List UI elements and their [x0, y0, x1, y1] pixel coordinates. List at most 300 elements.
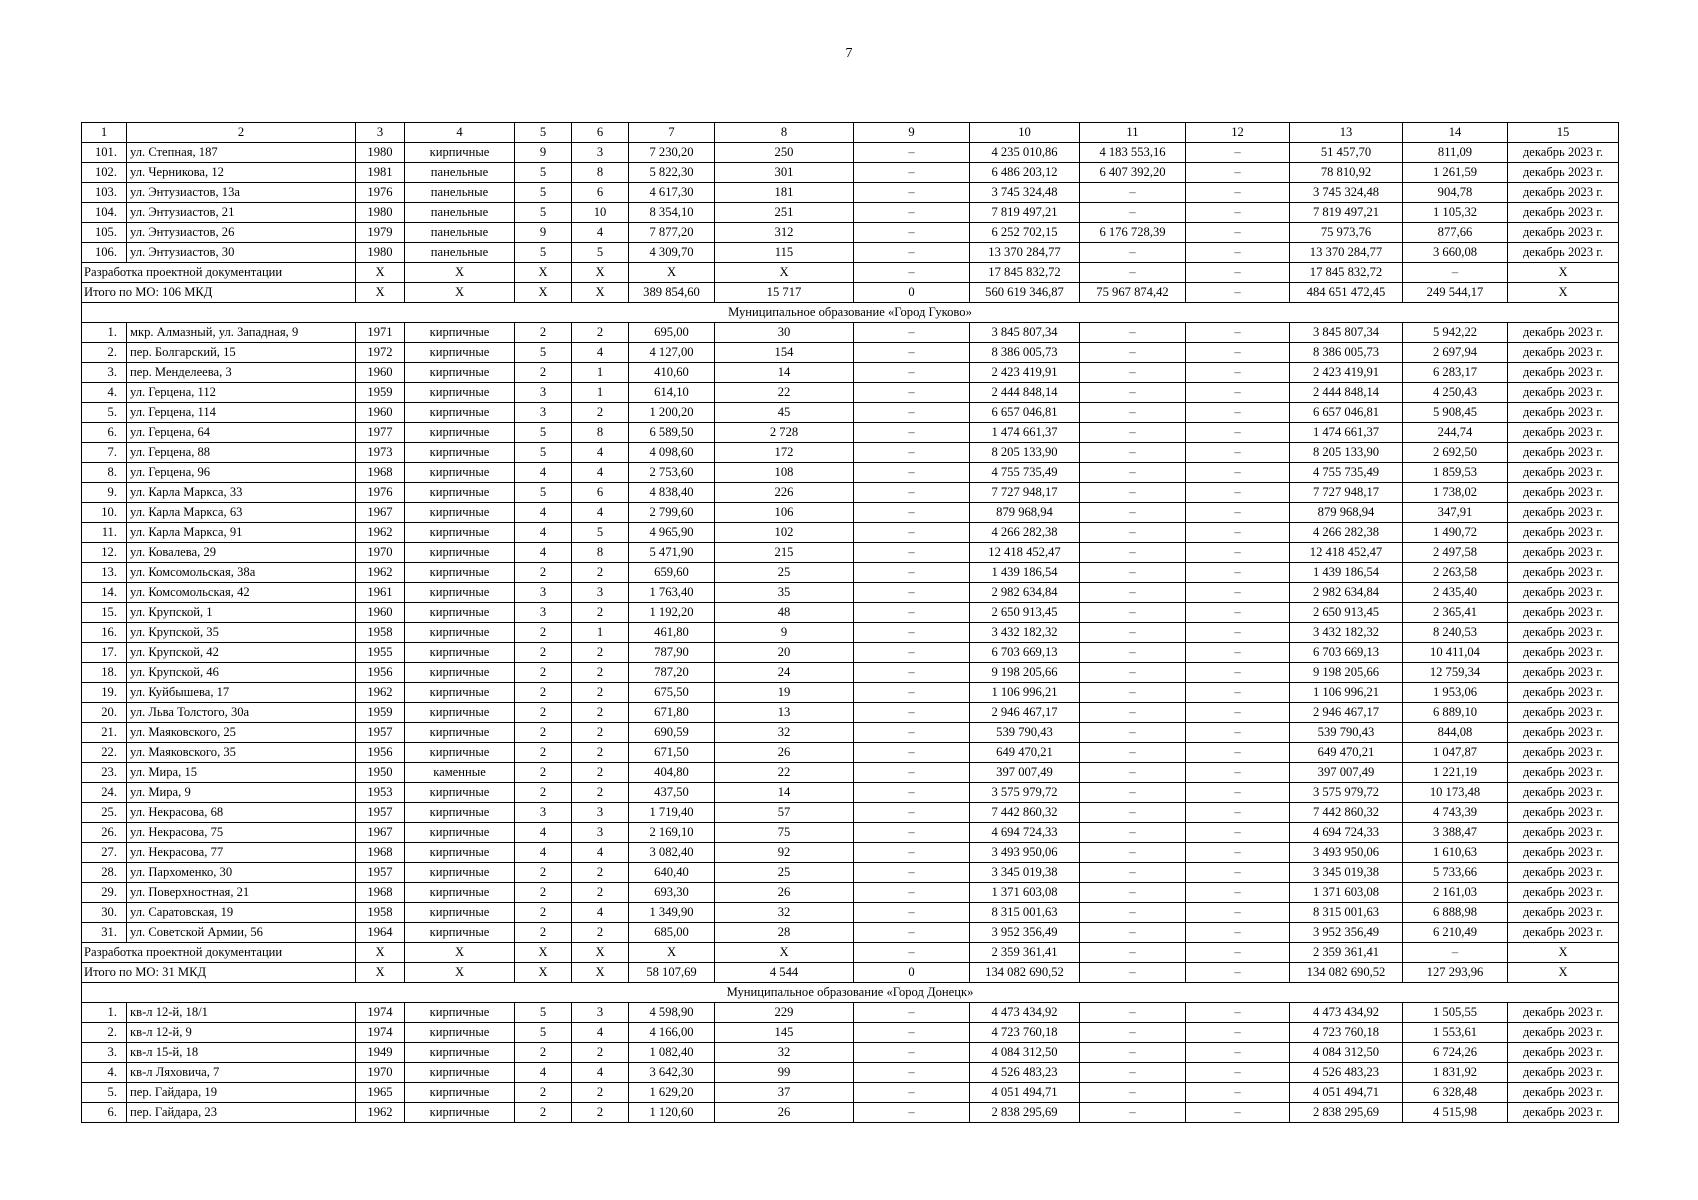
table-cell: 28: [715, 923, 854, 943]
table-cell: 1962: [356, 683, 405, 703]
row-number: 20.: [82, 703, 127, 723]
table-cell: 3 660,08: [1403, 243, 1508, 263]
row-number: 104.: [82, 203, 127, 223]
table-cell: –: [854, 263, 970, 283]
row-number: 24.: [82, 783, 127, 803]
table-cell: 2: [572, 403, 629, 423]
table-cell: 1958: [356, 623, 405, 643]
table-cell: 1967: [356, 503, 405, 523]
table-cell: 35: [715, 583, 854, 603]
table-cell: 904,78: [1403, 183, 1508, 203]
table-cell: –: [1186, 1003, 1290, 1023]
table-cell: 7 819 497,21: [1290, 203, 1403, 223]
table-cell: 3 575 979,72: [970, 783, 1080, 803]
column-number-row: [82, 123, 1619, 143]
table-cell: 2: [572, 1103, 629, 1123]
row-number: 2.: [82, 343, 127, 363]
table-cell: 26: [715, 1103, 854, 1123]
table-cell: 6: [572, 183, 629, 203]
table-cell: 0: [854, 963, 970, 983]
table-cell: 2 497,58: [1403, 543, 1508, 563]
table-cell: 5: [515, 443, 572, 463]
table-cell: –: [1080, 423, 1186, 443]
table-cell: X: [629, 263, 715, 283]
row-number: 14.: [82, 583, 127, 603]
row-number: 26.: [82, 823, 127, 843]
address-cell: ул. Карла Маркса, 63: [127, 503, 356, 523]
table-cell: 649 470,21: [1290, 743, 1403, 763]
table-row: [82, 603, 1619, 623]
table-cell: –: [1186, 523, 1290, 543]
table-row: [82, 1023, 1619, 1043]
table-row: [82, 403, 1619, 423]
table-cell: 5: [515, 423, 572, 443]
table-cell: декабрь 2023 г.: [1508, 1023, 1619, 1043]
table-cell: декабрь 2023 г.: [1508, 583, 1619, 603]
row-number: 102.: [82, 163, 127, 183]
table-cell: декабрь 2023 г.: [1508, 343, 1619, 363]
table-cell: кирпичные: [405, 323, 515, 343]
table-cell: 461,80: [629, 623, 715, 643]
summary-label: Итого по МО: 106 МКД: [82, 283, 356, 303]
table-cell: –: [854, 903, 970, 923]
table-cell: 1 629,20: [629, 1083, 715, 1103]
table-cell: 3 345 019,38: [970, 863, 1080, 883]
table-cell: 134 082 690,52: [970, 963, 1080, 983]
table-cell: –: [1186, 143, 1290, 163]
column-header: 9: [854, 123, 970, 143]
row-number: 18.: [82, 663, 127, 683]
table-cell: 4 084 312,50: [1290, 1043, 1403, 1063]
table-cell: кирпичные: [405, 543, 515, 563]
table-cell: 4 127,00: [629, 343, 715, 363]
section-title: Муниципальное образование «Город Гуково»: [82, 303, 1619, 323]
table-cell: декабрь 2023 г.: [1508, 783, 1619, 803]
table-cell: 2: [515, 723, 572, 743]
address-cell: ул. Куйбышева, 17: [127, 683, 356, 703]
table-cell: декабрь 2023 г.: [1508, 923, 1619, 943]
table-cell: 2 728: [715, 423, 854, 443]
table-cell: 1956: [356, 663, 405, 683]
table-cell: 5 471,90: [629, 543, 715, 563]
table-cell: –: [1403, 263, 1508, 283]
table-cell: декабрь 2023 г.: [1508, 403, 1619, 423]
table-cell: 4: [572, 843, 629, 863]
table-cell: 4 723 760,18: [970, 1023, 1080, 1043]
table-cell: 19: [715, 683, 854, 703]
row-number: 8.: [82, 463, 127, 483]
table-cell: 3 642,30: [629, 1063, 715, 1083]
table-cell: 2 946 467,17: [1290, 703, 1403, 723]
table-cell: 6: [572, 483, 629, 503]
table-cell: 671,80: [629, 703, 715, 723]
table-cell: декабрь 2023 г.: [1508, 883, 1619, 903]
table-row: [82, 563, 1619, 583]
table-cell: 2: [572, 643, 629, 663]
table-cell: 347,91: [1403, 503, 1508, 523]
table-cell: 3 432 182,32: [970, 623, 1080, 643]
table-cell: 1970: [356, 543, 405, 563]
table-cell: 2 753,60: [629, 463, 715, 483]
table-cell: –: [854, 703, 970, 723]
table-cell: 134 082 690,52: [1290, 963, 1403, 983]
table-cell: 3: [515, 383, 572, 403]
table-cell: 1968: [356, 883, 405, 903]
table-cell: 1 505,55: [1403, 1003, 1508, 1023]
table-cell: 3: [515, 403, 572, 423]
table-cell: 879 968,94: [1290, 503, 1403, 523]
table-cell: X: [572, 943, 629, 963]
table-cell: 649 470,21: [970, 743, 1080, 763]
table-cell: 0: [854, 283, 970, 303]
table-row: [82, 743, 1619, 763]
table-cell: 6 210,49: [1403, 923, 1508, 943]
row-number: 5.: [82, 403, 127, 423]
table-cell: –: [1080, 583, 1186, 603]
table-cell: декабрь 2023 г.: [1508, 243, 1619, 263]
table-cell: –: [854, 583, 970, 603]
table-cell: 75 973,76: [1290, 223, 1403, 243]
table-cell: –: [1080, 903, 1186, 923]
table-cell: 3 388,47: [1403, 823, 1508, 843]
table-cell: –: [1080, 883, 1186, 903]
table-cell: –: [1186, 1043, 1290, 1063]
column-header: 2: [127, 123, 356, 143]
table-cell: 5 733,66: [1403, 863, 1508, 883]
row-number: 4.: [82, 1063, 127, 1083]
table-cell: 6 176 728,39: [1080, 223, 1186, 243]
table-cell: 5 908,45: [1403, 403, 1508, 423]
table-cell: 4 473 434,92: [1290, 1003, 1403, 1023]
table-cell: 1 859,53: [1403, 463, 1508, 483]
table-row: [82, 843, 1619, 863]
table-cell: кирпичные: [405, 383, 515, 403]
table-cell: –: [1186, 663, 1290, 683]
table-cell: 2: [515, 883, 572, 903]
table-cell: кирпичные: [405, 743, 515, 763]
table-cell: –: [1186, 343, 1290, 363]
table-cell: 172: [715, 443, 854, 463]
table-cell: 3 952 356,49: [970, 923, 1080, 943]
address-cell: ул. Крупской, 42: [127, 643, 356, 663]
table-cell: –: [1080, 863, 1186, 883]
table-cell: 8 315 001,63: [1290, 903, 1403, 923]
address-cell: ул. Энтузиастов, 26: [127, 223, 356, 243]
table-cell: –: [854, 843, 970, 863]
address-cell: ул. Пархоменко, 30: [127, 863, 356, 883]
table-cell: –: [1080, 243, 1186, 263]
table-cell: 115: [715, 243, 854, 263]
address-cell: пер. Гайдара, 23: [127, 1103, 356, 1123]
table-cell: декабрь 2023 г.: [1508, 763, 1619, 783]
table-cell: –: [854, 603, 970, 623]
table-cell: декабрь 2023 г.: [1508, 483, 1619, 503]
table-row: [82, 523, 1619, 543]
table-cell: декабрь 2023 г.: [1508, 543, 1619, 563]
table-cell: 1968: [356, 463, 405, 483]
table-cell: 1 439 186,54: [1290, 563, 1403, 583]
table-cell: 1 953,06: [1403, 683, 1508, 703]
table-cell: –: [854, 863, 970, 883]
table-cell: декабрь 2023 г.: [1508, 703, 1619, 723]
table-cell: 215: [715, 543, 854, 563]
table-cell: 4 965,90: [629, 523, 715, 543]
table-cell: 250: [715, 143, 854, 163]
table-cell: 2 982 634,84: [970, 583, 1080, 603]
table-cell: 12 418 452,47: [970, 543, 1080, 563]
table-cell: кирпичные: [405, 1023, 515, 1043]
table-cell: –: [854, 943, 970, 963]
table-cell: –: [1186, 443, 1290, 463]
table-cell: 301: [715, 163, 854, 183]
address-cell: ул. Герцена, 114: [127, 403, 356, 423]
table-cell: 7 877,20: [629, 223, 715, 243]
table-cell: 1976: [356, 483, 405, 503]
address-cell: ул. Крупской, 35: [127, 623, 356, 643]
table-cell: 244,74: [1403, 423, 1508, 443]
table-cell: –: [1080, 603, 1186, 623]
table-cell: кирпичные: [405, 1083, 515, 1103]
address-cell: кв-л 12-й, 18/1: [127, 1003, 356, 1023]
table-cell: панельные: [405, 163, 515, 183]
table-cell: –: [1080, 763, 1186, 783]
table-cell: 5 822,30: [629, 163, 715, 183]
table-cell: 1964: [356, 923, 405, 943]
table-cell: 4: [572, 1063, 629, 1083]
table-cell: 15 717: [715, 283, 854, 303]
table-cell: 3 745 324,48: [970, 183, 1080, 203]
table-cell: 6 889,10: [1403, 703, 1508, 723]
table-cell: 5: [572, 523, 629, 543]
table-cell: –: [1080, 503, 1186, 523]
table-cell: 26: [715, 883, 854, 903]
table-cell: –: [1080, 1043, 1186, 1063]
table-row: [82, 643, 1619, 663]
table-cell: кирпичные: [405, 663, 515, 683]
table-cell: 4: [572, 443, 629, 463]
table-cell: декабрь 2023 г.: [1508, 563, 1619, 583]
table-cell: 6 657 046,81: [1290, 403, 1403, 423]
summary-row: [82, 263, 1619, 283]
table-cell: –: [1080, 323, 1186, 343]
table-cell: 4 266 282,38: [1290, 523, 1403, 543]
table-cell: 1967: [356, 823, 405, 843]
table-cell: 1974: [356, 1023, 405, 1043]
table-row: [82, 683, 1619, 703]
table-cell: –: [1186, 923, 1290, 943]
table-cell: –: [854, 443, 970, 463]
table-cell: 787,90: [629, 643, 715, 663]
table-cell: декабрь 2023 г.: [1508, 223, 1619, 243]
table-cell: 2: [515, 683, 572, 703]
address-cell: ул. Комсомольская, 38а: [127, 563, 356, 583]
address-cell: ул. Поверхностная, 21: [127, 883, 356, 903]
table-cell: –: [1186, 863, 1290, 883]
row-number: 3.: [82, 363, 127, 383]
table-cell: –: [1186, 263, 1290, 283]
table-cell: декабрь 2023 г.: [1508, 143, 1619, 163]
table-cell: 20: [715, 643, 854, 663]
table-row: [82, 323, 1619, 343]
table-cell: 2 365,41: [1403, 603, 1508, 623]
table-cell: –: [1186, 383, 1290, 403]
table-cell: –: [854, 503, 970, 523]
table-cell: 675,50: [629, 683, 715, 703]
table-cell: X: [405, 943, 515, 963]
table-cell: 1953: [356, 783, 405, 803]
table-cell: 2: [515, 1043, 572, 1063]
table-cell: 1 610,63: [1403, 843, 1508, 863]
table-cell: –: [854, 183, 970, 203]
table-row: [82, 803, 1619, 823]
table-cell: декабрь 2023 г.: [1508, 603, 1619, 623]
table-cell: 5: [515, 343, 572, 363]
table-cell: 560 619 346,87: [970, 283, 1080, 303]
table-cell: 1 831,92: [1403, 1063, 1508, 1083]
summary-label: Разработка проектной документации: [82, 943, 356, 963]
table-cell: 13 370 284,77: [970, 243, 1080, 263]
row-number: 27.: [82, 843, 127, 863]
row-number: 5.: [82, 1083, 127, 1103]
table-row: [82, 363, 1619, 383]
table-cell: X: [572, 963, 629, 983]
table-cell: –: [1080, 923, 1186, 943]
table-cell: декабрь 2023 г.: [1508, 443, 1619, 463]
table-cell: 75 967 874,42: [1080, 283, 1186, 303]
table-row: [82, 1043, 1619, 1063]
table-cell: 8: [572, 543, 629, 563]
table-cell: 1959: [356, 383, 405, 403]
table-cell: 2 650 913,45: [970, 603, 1080, 623]
table-cell: 2: [515, 1083, 572, 1103]
table-cell: –: [1403, 943, 1508, 963]
table-cell: 22: [715, 383, 854, 403]
table-cell: 2: [572, 603, 629, 623]
row-number: 19.: [82, 683, 127, 703]
table-cell: –: [1080, 643, 1186, 663]
table-cell: 8 240,53: [1403, 623, 1508, 643]
table-cell: –: [854, 143, 970, 163]
summary-row: [82, 963, 1619, 983]
table-cell: –: [854, 423, 970, 443]
table-cell: 3 082,40: [629, 843, 715, 863]
table-row: [82, 583, 1619, 603]
table-cell: кирпичные: [405, 503, 515, 523]
table-row: [82, 1083, 1619, 1103]
table-cell: 1970: [356, 1063, 405, 1083]
table-cell: 4 051 494,71: [970, 1083, 1080, 1103]
table-cell: –: [1186, 683, 1290, 703]
table-cell: 4: [572, 463, 629, 483]
table-cell: 249 544,17: [1403, 283, 1508, 303]
table-cell: 4 723 760,18: [1290, 1023, 1403, 1043]
table-cell: 1 439 186,54: [970, 563, 1080, 583]
table-cell: 6 486 203,12: [970, 163, 1080, 183]
table-cell: 1972: [356, 343, 405, 363]
table-cell: 25: [715, 863, 854, 883]
table-cell: –: [1186, 503, 1290, 523]
table-cell: кирпичные: [405, 683, 515, 703]
table-cell: кирпичные: [405, 1003, 515, 1023]
address-cell: ул. Саратовская, 19: [127, 903, 356, 923]
table-cell: 4 266 282,38: [970, 523, 1080, 543]
address-cell: кв-л Ляховича, 7: [127, 1063, 356, 1083]
table-cell: 8 386 005,73: [970, 343, 1080, 363]
table-cell: 102: [715, 523, 854, 543]
table-cell: 2 423 419,91: [1290, 363, 1403, 383]
table-cell: –: [854, 923, 970, 943]
table-cell: декабрь 2023 г.: [1508, 723, 1619, 743]
address-cell: ул. Энтузиастов, 30: [127, 243, 356, 263]
table-cell: 17 845 832,72: [970, 263, 1080, 283]
table-cell: 3 432 182,32: [1290, 623, 1403, 643]
table-cell: 659,60: [629, 563, 715, 583]
table-cell: 3: [515, 803, 572, 823]
table-cell: кирпичные: [405, 563, 515, 583]
table-cell: 154: [715, 343, 854, 363]
table-cell: 2 697,94: [1403, 343, 1508, 363]
row-number: 23.: [82, 763, 127, 783]
table-cell: 4 309,70: [629, 243, 715, 263]
table-cell: –: [854, 883, 970, 903]
table-cell: 4: [515, 843, 572, 863]
table-cell: 4 755 735,49: [1290, 463, 1403, 483]
table-cell: 6 328,48: [1403, 1083, 1508, 1103]
table-cell: –: [1080, 263, 1186, 283]
row-number: 29.: [82, 883, 127, 903]
table-cell: 4 544: [715, 963, 854, 983]
table-cell: 8 315 001,63: [970, 903, 1080, 923]
table-cell: –: [854, 403, 970, 423]
address-cell: ул. Льва Толстого, 30а: [127, 703, 356, 723]
address-cell: ул. Комсомольская, 42: [127, 583, 356, 603]
table-cell: 5: [515, 183, 572, 203]
table-cell: 1 371 603,08: [1290, 883, 1403, 903]
column-header: 10: [970, 123, 1080, 143]
table-cell: 2: [515, 703, 572, 723]
table-cell: –: [1186, 203, 1290, 223]
table-cell: 2: [515, 863, 572, 883]
table-cell: 1981: [356, 163, 405, 183]
table-cell: 690,59: [629, 723, 715, 743]
table-cell: 10 411,04: [1403, 643, 1508, 663]
table-cell: 30: [715, 323, 854, 343]
table-cell: X: [515, 943, 572, 963]
table-cell: –: [1080, 1063, 1186, 1083]
column-header: 3: [356, 123, 405, 143]
table-cell: 1958: [356, 903, 405, 923]
table-cell: 92: [715, 843, 854, 863]
table-cell: X: [515, 263, 572, 283]
table-cell: –: [854, 463, 970, 483]
table-cell: 844,08: [1403, 723, 1508, 743]
table-cell: 4 051 494,71: [1290, 1083, 1403, 1103]
table-cell: 1962: [356, 523, 405, 543]
summary-row: [82, 283, 1619, 303]
table-cell: –: [1080, 1003, 1186, 1023]
table-row: [82, 903, 1619, 923]
table-cell: 1 200,20: [629, 403, 715, 423]
row-number: 9.: [82, 483, 127, 503]
table-cell: 3: [572, 1003, 629, 1023]
summary-label: Разработка проектной документации: [82, 263, 356, 283]
address-cell: пер. Болгарский, 15: [127, 343, 356, 363]
table-cell: декабрь 2023 г.: [1508, 163, 1619, 183]
table-cell: 1959: [356, 703, 405, 723]
table-cell: 2 444 848,14: [1290, 383, 1403, 403]
table-cell: X: [1508, 283, 1619, 303]
table-cell: декабрь 2023 г.: [1508, 903, 1619, 923]
